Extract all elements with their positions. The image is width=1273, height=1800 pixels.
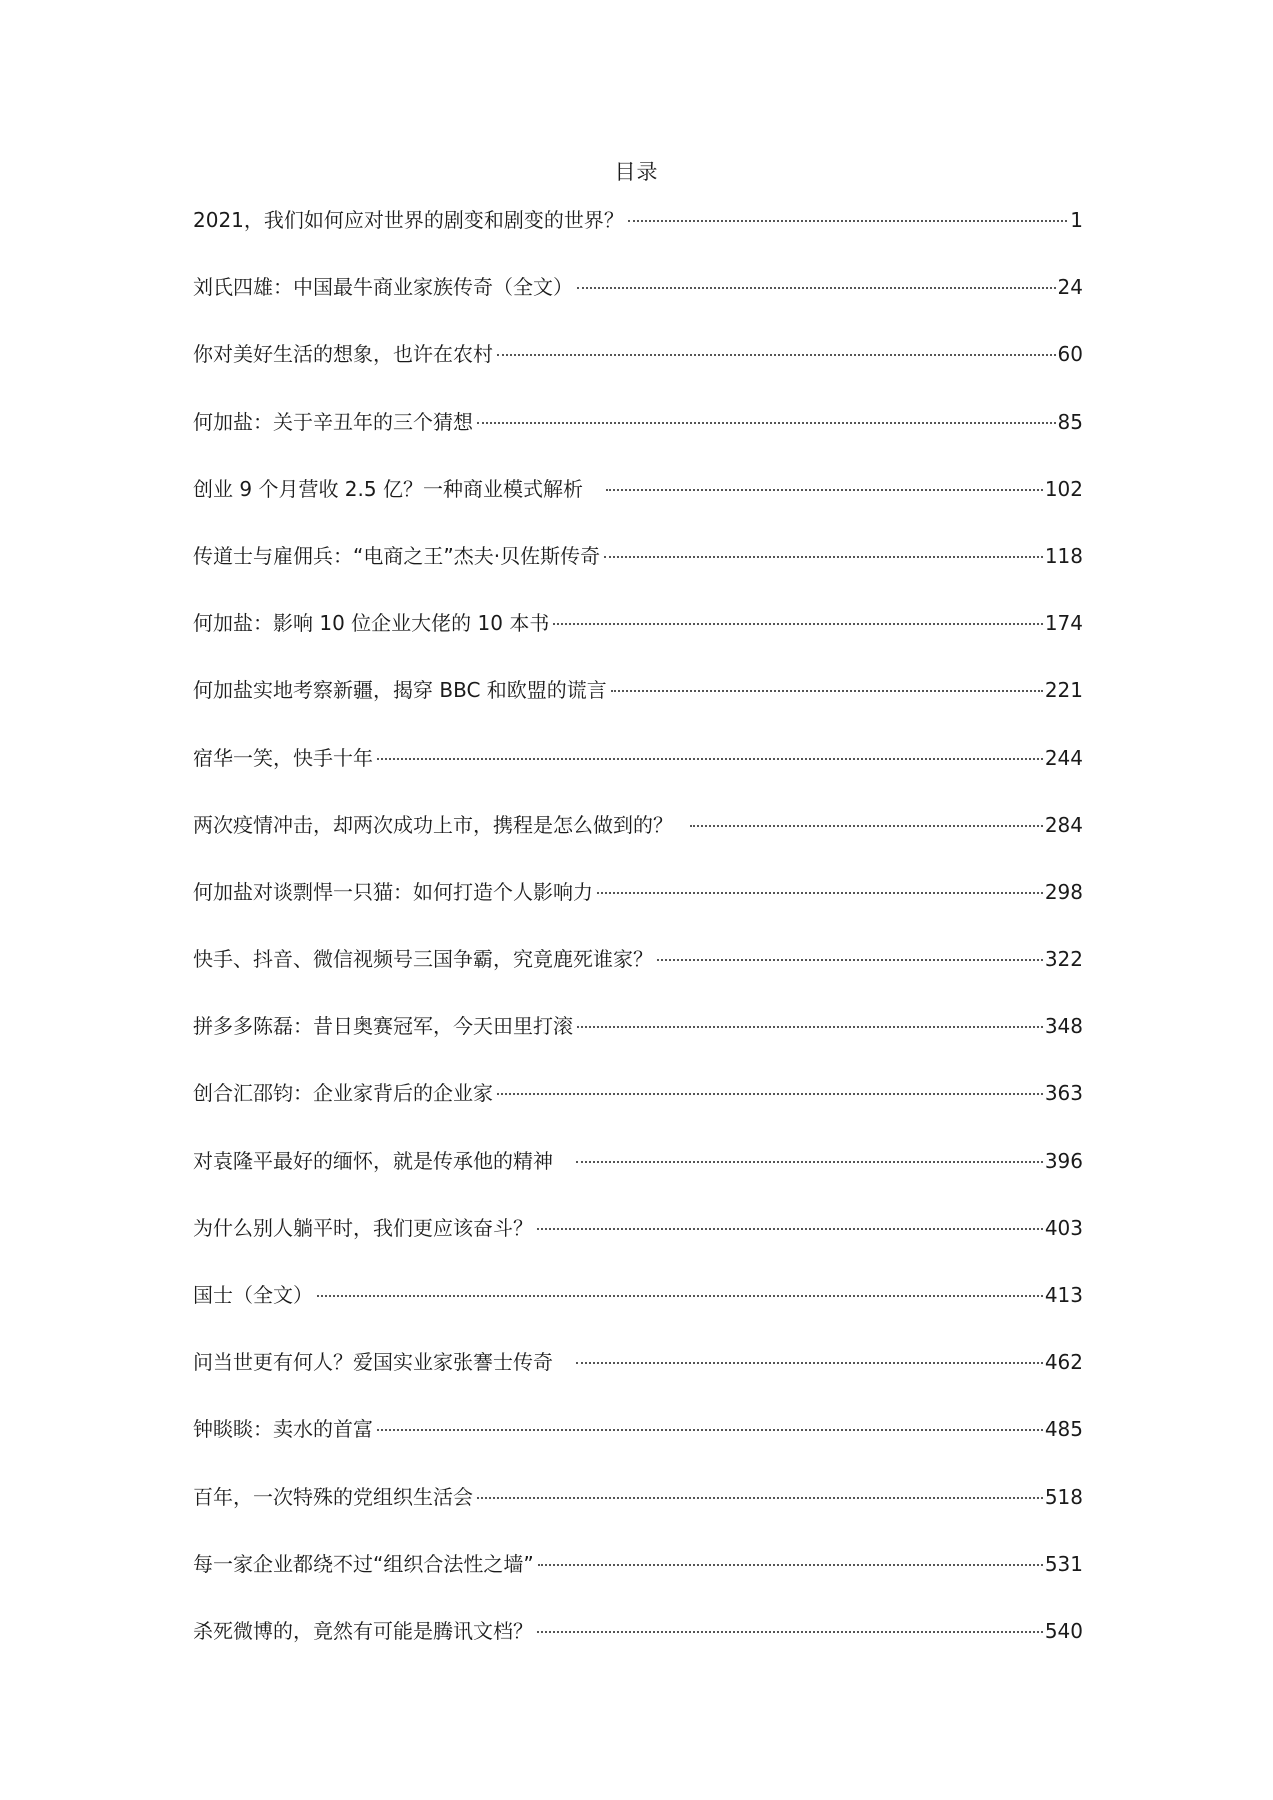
toc-entry-title: 钟睒睒：卖水的首富: [193, 1417, 373, 1442]
toc-entry[interactable]: [193, 1481, 1083, 1548]
dot-leader: [604, 556, 1043, 558]
dot-leader: [606, 489, 1043, 491]
toc-entry[interactable]: [193, 809, 1083, 876]
dot-leader: [538, 1564, 1043, 1566]
dot-leader: [611, 690, 1043, 692]
toc-entry-page-number: 462: [1044, 1350, 1083, 1375]
toc-entry-page-number: 60: [1057, 342, 1083, 367]
dot-leader: [497, 1093, 1043, 1095]
toc-entry-page-number: 396: [1044, 1148, 1083, 1173]
toc-entry[interactable]: [193, 1077, 1083, 1144]
toc-entry[interactable]: [193, 540, 1083, 607]
dot-leader: [537, 1228, 1043, 1230]
toc-entry[interactable]: [193, 1279, 1083, 1346]
toc-entry-page-number: 531: [1044, 1551, 1083, 1576]
toc-entry[interactable]: [193, 1145, 1083, 1212]
page-title: 目录: [614, 160, 659, 184]
toc-entry[interactable]: [193, 1010, 1083, 1077]
toc-entry-title: 传道士与雇佣兵：“电商之王”杰夫·贝佐斯传奇: [193, 543, 601, 568]
dot-leader: [477, 422, 1056, 424]
toc-entry-page-number: 24: [1057, 275, 1083, 300]
toc-entry-title: 对袁隆平最好的缅怀，就是传承他的精神: [193, 1148, 573, 1173]
toc-entry[interactable]: [193, 674, 1083, 741]
toc-entry[interactable]: [193, 607, 1083, 674]
toc-entry-page-number: 284: [1044, 812, 1083, 837]
dot-leader: [377, 758, 1043, 760]
dot-leader: [628, 220, 1067, 222]
toc-entry-title: 你对美好生活的想象，也许在农村: [193, 342, 493, 367]
dot-leader: [317, 1295, 1043, 1297]
toc-entry-page-number: 102: [1044, 476, 1083, 501]
toc-entry-title: 刘氏四雄：中国最牛商业家族传奇（全文）: [193, 275, 573, 300]
toc-entry-title: 创合汇邵钧：企业家背后的企业家: [193, 1081, 493, 1106]
toc-entry-title: 每一家企业都绕不过“组织合法性之墙”: [193, 1551, 534, 1576]
toc-entry[interactable]: [193, 1548, 1083, 1615]
toc-entry-title: 何加盐：关于辛丑年的三个猜想: [193, 409, 473, 434]
dot-leader: [377, 1429, 1043, 1431]
toc-entry-page-number: 85: [1057, 409, 1083, 434]
dot-leader: [477, 1497, 1043, 1499]
toc-entry-page-number: 174: [1044, 611, 1083, 636]
dot-leader: [657, 959, 1043, 961]
toc-entry[interactable]: [193, 742, 1083, 809]
toc-entry-title: 宿华一笑，快手十年: [193, 745, 373, 770]
toc-entry-title: 问当世更有何人？爱国实业家张謇士传奇: [193, 1350, 573, 1375]
toc-entry-page-number: 118: [1044, 543, 1083, 568]
toc-entry[interactable]: [193, 204, 1083, 271]
dot-leader: [597, 892, 1043, 894]
toc-entry-title: 何加盐：影响 10 位企业大佬的 10 本书: [193, 611, 550, 636]
toc-entry-title: 百年，一次特殊的党组织生活会: [193, 1484, 473, 1509]
dot-leader: [576, 1161, 1043, 1163]
dot-leader: [577, 287, 1056, 289]
toc-entry-title: 为什么别人躺平时，我们更应该奋斗？: [193, 1215, 533, 1240]
toc-entry-title: 2021，我们如何应对世界的剧变和剧变的世界？: [193, 208, 624, 232]
toc-entry[interactable]: [193, 1413, 1083, 1480]
toc-entry-page-number: 244: [1044, 745, 1083, 770]
dot-leader: [553, 623, 1042, 625]
toc-entry-title: 快手、抖音、微信视频号三国争霸，究竟鹿死谁家？: [193, 947, 653, 972]
toc-entry-title: 何加盐实地考察新疆，揭穿 BBC 和欧盟的谎言: [193, 678, 607, 703]
toc-entry-title: 两次疫情冲击，却两次成功上市，携程是怎么做到的？: [193, 812, 686, 837]
dot-leader: [577, 1026, 1043, 1028]
toc-entry-title: 杀死微博的，竟然有可能是腾讯文档？: [193, 1618, 533, 1643]
toc-entry[interactable]: [193, 1212, 1083, 1279]
toc-entry-page-number: 403: [1044, 1215, 1083, 1240]
toc-entry-page-number: 348: [1044, 1014, 1083, 1039]
toc-entry-title: 国士（全文）: [193, 1283, 313, 1307]
toc-entry[interactable]: [193, 473, 1083, 540]
toc-entry[interactable]: [193, 271, 1083, 338]
toc-entry[interactable]: [193, 1346, 1083, 1413]
toc-entry-page-number: 518: [1044, 1484, 1083, 1509]
toc-entry[interactable]: [193, 338, 1083, 405]
toc-entry-page-number: 1: [1070, 208, 1083, 232]
toc-entry-page-number: 363: [1044, 1081, 1083, 1106]
toc-entry-page-number: 221: [1044, 678, 1083, 703]
dot-leader: [690, 825, 1043, 827]
dot-leader: [537, 1631, 1043, 1633]
toc-entry[interactable]: [193, 406, 1083, 473]
toc-entry[interactable]: [193, 1615, 1083, 1682]
dot-leader: [576, 1362, 1043, 1364]
toc-entry-page-number: 540: [1044, 1618, 1083, 1643]
toc-entry[interactable]: [193, 943, 1083, 1010]
toc-entry-title: 拼多多陈磊：昔日奥赛冠军，今天田里打滚: [193, 1014, 573, 1039]
toc-entry-title: 创业 9 个月营收 2.5 亿？一种商业模式解析: [193, 476, 603, 501]
toc-entry[interactable]: [193, 876, 1083, 943]
toc-entry-page-number: 322: [1044, 947, 1083, 972]
toc-entry-page-number: 485: [1044, 1417, 1083, 1442]
toc-entry-page-number: 298: [1044, 879, 1083, 904]
dot-leader: [497, 354, 1056, 356]
table-of-contents: [193, 204, 1083, 1682]
toc-entry-title: 何加盐对谈剽悍一只猫：如何打造个人影响力: [193, 879, 593, 904]
toc-entry-page-number: 413: [1044, 1283, 1083, 1307]
